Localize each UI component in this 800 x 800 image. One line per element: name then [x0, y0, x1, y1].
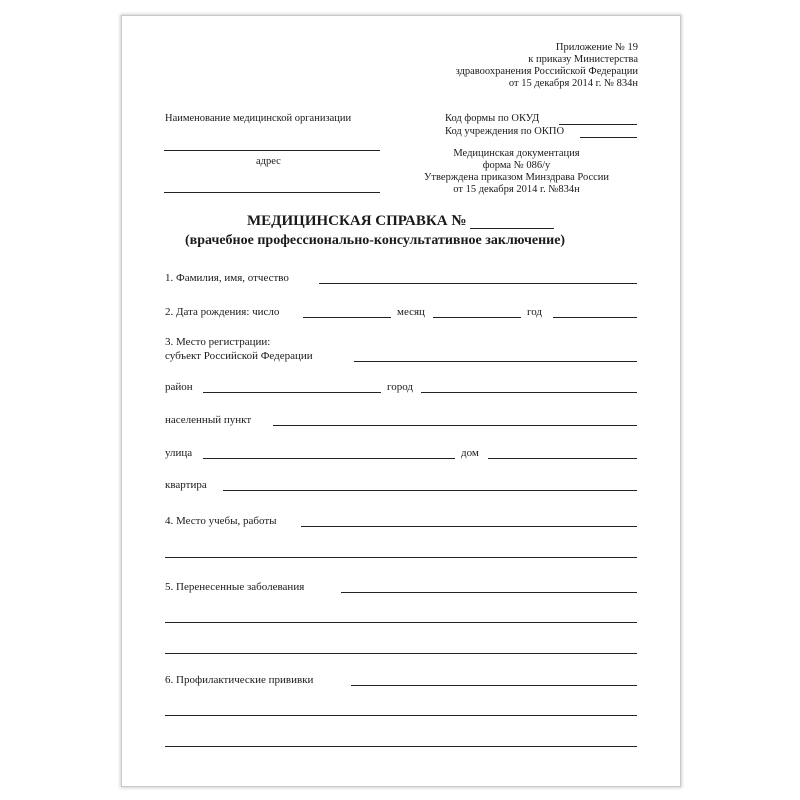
- doc-line-3: Утверждена приказом Минздрава России: [423, 172, 610, 183]
- city-label: город: [387, 381, 414, 393]
- year-label: год: [527, 306, 543, 318]
- house-label: дом: [461, 447, 479, 459]
- district-label: район: [165, 381, 193, 393]
- form-sheet: [121, 15, 681, 787]
- form-number-line: [470, 228, 554, 229]
- org-address-label: адрес: [256, 156, 281, 167]
- work-label: 4. Место учебы, работы: [165, 515, 277, 527]
- org-address-line: [164, 192, 380, 193]
- header-order-line: к приказу Министерства: [528, 54, 638, 65]
- dob-label: 2. Дата рождения: число: [165, 306, 280, 318]
- okpo-line: [580, 137, 637, 138]
- form-subtitle: (врачебное профессионально-консультативное заключение): [185, 233, 566, 248]
- diseases-line-3[interactable]: [165, 653, 637, 654]
- house-line[interactable]: [488, 458, 637, 459]
- dob-day-line[interactable]: [303, 317, 391, 318]
- street-line[interactable]: [203, 458, 455, 459]
- reg-label: 3. Место регистрации:: [165, 336, 271, 348]
- apartment-label: квартира: [165, 479, 207, 491]
- org-name-label: Наименование медицинской организации: [165, 113, 352, 124]
- subject-label: субъект Российской Федерации: [165, 350, 313, 362]
- settlement-label: населенный пункт: [165, 414, 252, 426]
- vaccinations-line-3[interactable]: [165, 746, 637, 747]
- okpo-label: Код учреждения по ОКПО: [445, 126, 565, 137]
- apartment-line[interactable]: [223, 490, 637, 491]
- doc-line-4: от 15 декабря 2014 г. №834н: [453, 184, 580, 195]
- district-line[interactable]: [203, 392, 381, 393]
- settlement-line[interactable]: [273, 425, 637, 426]
- street-label: улица: [165, 447, 193, 459]
- diseases-line-2[interactable]: [165, 622, 637, 623]
- subject-line[interactable]: [354, 361, 637, 362]
- vaccinations-line-1[interactable]: [351, 685, 637, 686]
- doc-line-2: форма № 086/у: [482, 160, 551, 171]
- vaccinations-line-2[interactable]: [165, 715, 637, 716]
- dob-year-line[interactable]: [553, 317, 637, 318]
- doc-info-block: [414, 148, 619, 196]
- month-label: месяц: [397, 306, 425, 318]
- org-name-line: [164, 150, 380, 151]
- dob-month-line[interactable]: [433, 317, 521, 318]
- work-line-2[interactable]: [165, 557, 637, 558]
- diseases-line-1[interactable]: [341, 592, 637, 593]
- header-appendix: Приложение № 19: [555, 42, 638, 53]
- fio-line[interactable]: [319, 283, 637, 284]
- city-line[interactable]: [421, 392, 637, 393]
- header-block: [456, 42, 638, 90]
- work-line-1[interactable]: [301, 526, 637, 527]
- header-ministry: здравоохранения Российской Федерации: [455, 66, 638, 77]
- diseases-label: 5. Перенесенные заболевания: [165, 581, 305, 593]
- header-date: от 15 декабря 2014 г. № 834н: [508, 78, 638, 89]
- doc-line-1: Медицинская документация: [453, 148, 580, 159]
- okud-line: [559, 124, 637, 125]
- form-title: МЕДИЦИНСКАЯ СПРАВКА №: [247, 213, 467, 229]
- fio-label: 1. Фамилия, имя, отчество: [165, 272, 289, 284]
- okud-label: Код формы по ОКУД: [445, 113, 540, 124]
- vaccinations-label: 6. Профилактические прививки: [165, 674, 314, 686]
